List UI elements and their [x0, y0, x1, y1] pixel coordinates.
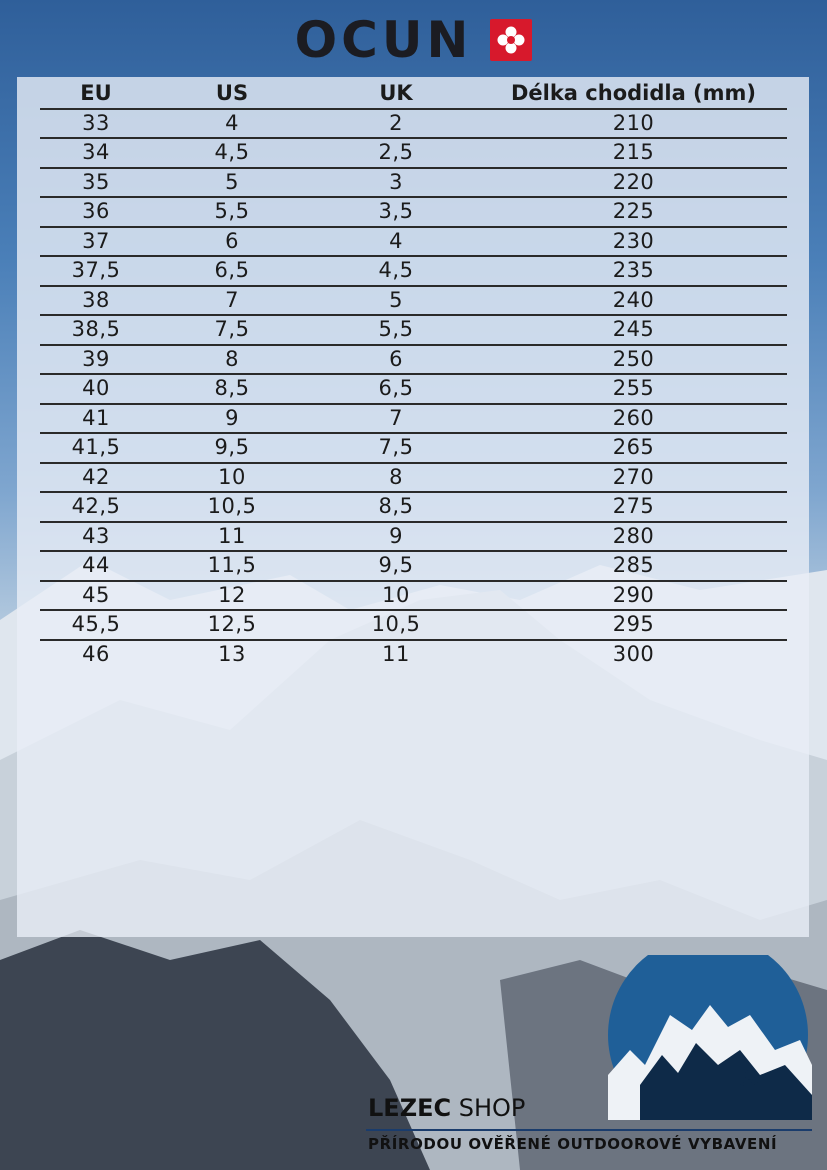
cell-us: 5,5	[152, 197, 312, 227]
cell-eu: 43	[40, 522, 152, 552]
cell-us: 12,5	[152, 610, 312, 640]
table-row	[40, 610, 787, 640]
ocun-logo	[0, 10, 827, 70]
cell-foot-length: 240	[480, 286, 787, 316]
cell-foot-length: 300	[612, 641, 655, 666]
cell-eu: 34	[40, 138, 152, 168]
header-eu: EU	[40, 80, 152, 109]
cell-us: 6	[152, 227, 312, 257]
cell-eu: 41,5	[40, 433, 152, 463]
table-row	[40, 492, 787, 522]
cell-uk: 11	[382, 641, 410, 666]
cell-us: 12	[152, 581, 312, 611]
cell-foot-length: 290	[480, 581, 787, 611]
cell-us: 11	[152, 522, 312, 552]
cell-us: 10	[152, 463, 312, 493]
cell-foot-length: 245	[480, 315, 787, 345]
header-uk: UK	[312, 80, 480, 109]
cell-eu: 41	[40, 404, 152, 434]
cell-eu: 35	[40, 168, 152, 198]
cell-foot-length: 295	[480, 610, 787, 640]
cell-us: 4,5	[152, 138, 312, 168]
table-row	[40, 256, 787, 286]
table-row	[40, 286, 787, 316]
cell-us: 13	[218, 641, 246, 666]
table-row	[40, 640, 787, 669]
cell-eu: 46	[82, 641, 110, 666]
table-row	[40, 138, 787, 168]
cell-eu: 39	[40, 345, 152, 375]
cell-eu: 42	[40, 463, 152, 493]
cell-foot-length: 270	[480, 463, 787, 493]
cell-eu: 37	[40, 227, 152, 257]
cell-eu: 38	[40, 286, 152, 316]
shop-name	[368, 1094, 525, 1122]
cell-eu: 40	[40, 374, 152, 404]
cell-uk: 6	[312, 345, 480, 375]
shop-tagline: PŘÍRODOU OVĚŘENÉ OUTDOOROVÉ VYBAVENÍ	[368, 1135, 778, 1153]
cell-us: 5	[152, 168, 312, 198]
cell-uk: 10,5	[312, 610, 480, 640]
cell-foot-length: 250	[480, 345, 787, 375]
cell-foot-length: 215	[480, 138, 787, 168]
table-row	[40, 315, 787, 345]
cell-eu: 36	[40, 197, 152, 227]
table-row	[40, 227, 787, 257]
cell-uk: 2	[312, 109, 480, 139]
cell-foot-length: 220	[480, 168, 787, 198]
cell-us: 4	[152, 109, 312, 139]
header-foot-length: Délka chodidla (mm)	[480, 80, 787, 109]
cell-uk: 9,5	[312, 551, 480, 581]
shop-name-bold: LEZEC	[368, 1094, 452, 1122]
cell-foot-length: 260	[480, 404, 787, 434]
cell-uk: 8,5	[312, 492, 480, 522]
cell-uk: 5,5	[312, 315, 480, 345]
cell-us: 7	[152, 286, 312, 316]
cell-us: 9	[152, 404, 312, 434]
cell-us: 8	[152, 345, 312, 375]
cell-uk: 7,5	[312, 433, 480, 463]
cell-uk: 4,5	[312, 256, 480, 286]
cell-eu: 44	[40, 551, 152, 581]
cell-foot-length: 210	[480, 109, 787, 139]
cell-us: 11,5	[152, 551, 312, 581]
cell-uk: 2,5	[312, 138, 480, 168]
table-row	[40, 374, 787, 404]
cell-uk: 7	[312, 404, 480, 434]
cell-uk: 3,5	[312, 197, 480, 227]
cell-us: 9,5	[152, 433, 312, 463]
cell-uk: 6,5	[312, 374, 480, 404]
table-row	[40, 404, 787, 434]
table-row	[40, 168, 787, 198]
cell-foot-length: 275	[480, 492, 787, 522]
cell-foot-length: 230	[480, 227, 787, 257]
cell-us: 6,5	[152, 256, 312, 286]
cell-foot-length: 225	[480, 197, 787, 227]
cell-eu: 33	[40, 109, 152, 139]
shop-divider	[366, 1129, 812, 1131]
cell-uk: 5	[312, 286, 480, 316]
table-row	[40, 345, 787, 375]
cell-uk: 9	[312, 522, 480, 552]
cell-foot-length: 235	[480, 256, 787, 286]
cell-eu: 38,5	[40, 315, 152, 345]
cell-us: 7,5	[152, 315, 312, 345]
table-header-row	[40, 80, 787, 109]
table-row	[40, 197, 787, 227]
cell-foot-length: 265	[480, 433, 787, 463]
header-us: US	[152, 80, 312, 109]
cell-us: 8,5	[152, 374, 312, 404]
table-row	[40, 109, 787, 139]
cell-us: 10,5	[152, 492, 312, 522]
swiss-cross-flower-icon	[490, 19, 532, 61]
cell-foot-length: 255	[480, 374, 787, 404]
table-row	[40, 581, 787, 611]
cell-uk: 10	[312, 581, 480, 611]
cell-foot-length: 285	[480, 551, 787, 581]
size-chart-table	[40, 80, 787, 668]
lezec-shop-climber-logo	[600, 955, 812, 1120]
brand-wordmark: OCUN	[294, 11, 473, 69]
cell-uk: 4	[312, 227, 480, 257]
cell-eu: 37,5	[40, 256, 152, 286]
table-row	[40, 551, 787, 581]
cell-eu: 45	[40, 581, 152, 611]
cell-uk: 8	[312, 463, 480, 493]
shop-name-rest: SHOP	[451, 1094, 526, 1122]
table-row	[40, 522, 787, 552]
cell-eu: 42,5	[40, 492, 152, 522]
table-row	[40, 463, 787, 493]
cell-foot-length: 280	[480, 522, 787, 552]
cell-eu: 45,5	[40, 610, 152, 640]
cell-uk: 3	[312, 168, 480, 198]
table-row	[40, 433, 787, 463]
